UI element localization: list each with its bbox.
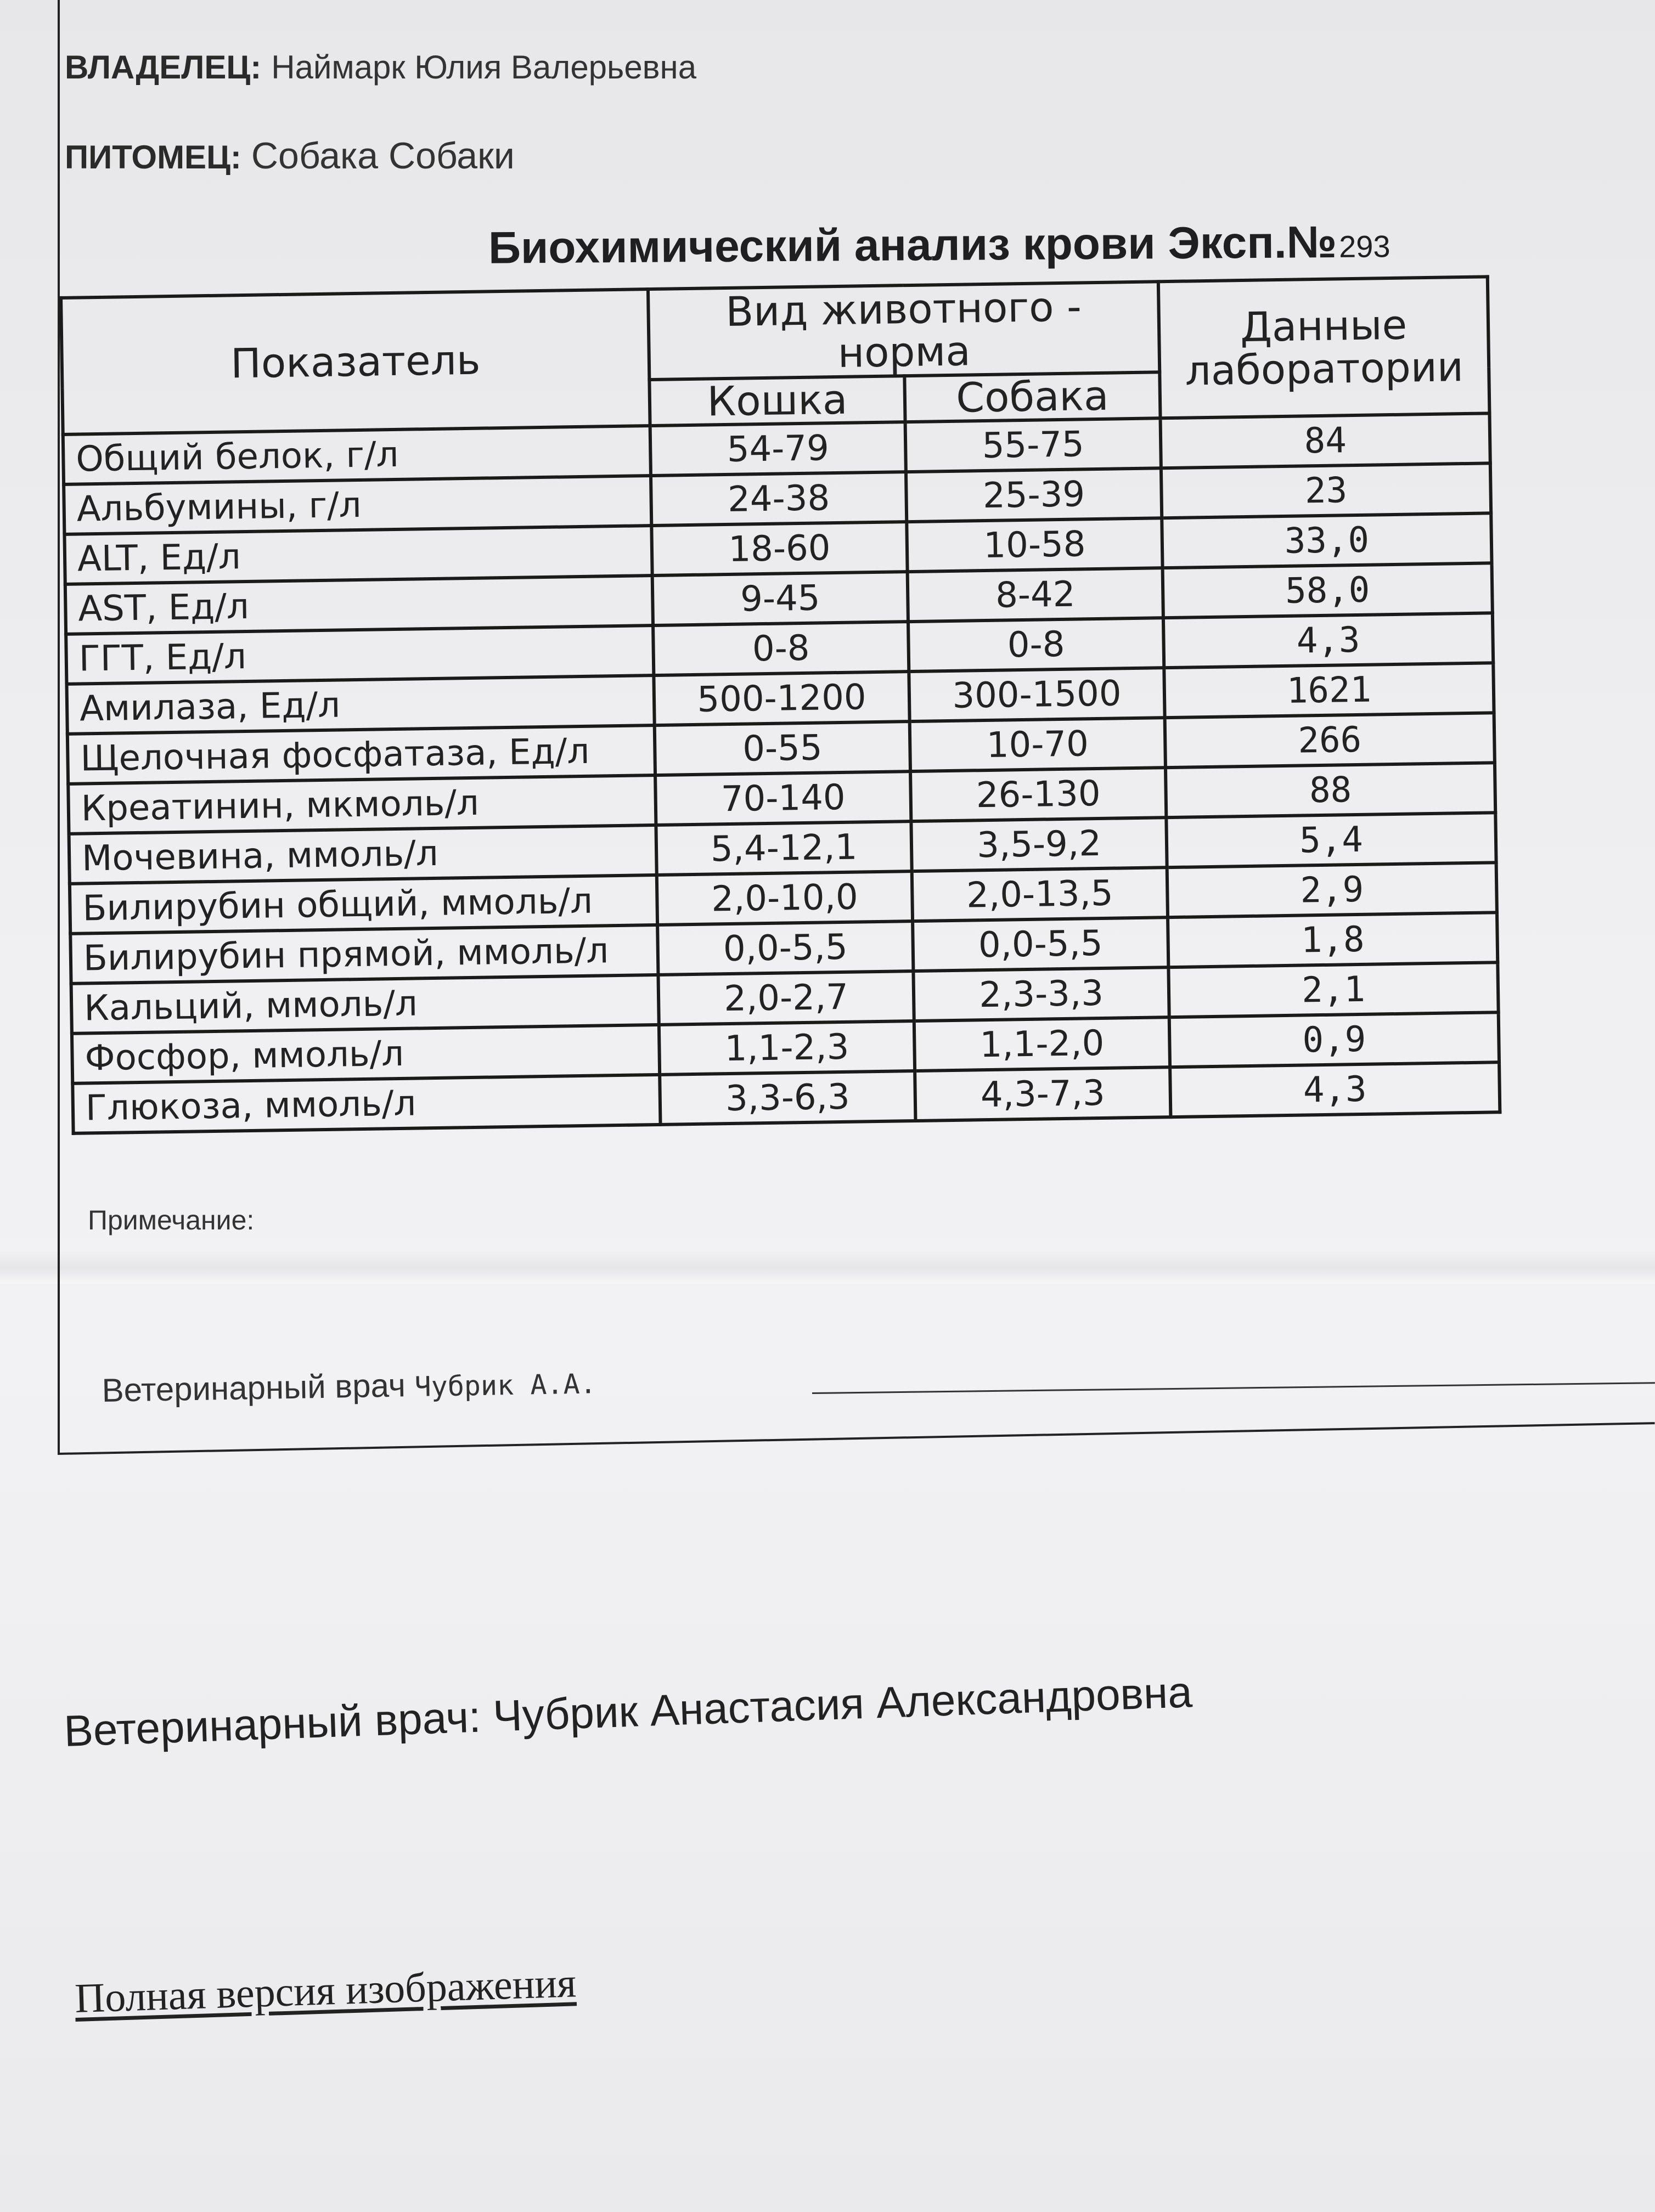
header-cat: Кошка <box>649 376 905 426</box>
pet-label: ПИТОМЕЦ: <box>65 139 241 176</box>
full-version-link[interactable]: Полная версия изображения <box>74 1960 577 2022</box>
row-cat-norm: 3,3-6,3 <box>660 1071 915 1125</box>
row-cat-norm: 2,0-2,7 <box>658 971 914 1025</box>
vet-full-name: Ветеринарный врач: Чубрик Анастасия Александровна <box>63 1667 1193 1756</box>
form-frame-left <box>58 0 60 1454</box>
owner-label: ВЛАДЕЛЕЦ: <box>65 49 262 86</box>
row-cat-norm: 70-140 <box>655 771 911 825</box>
row-dog-norm: 25-39 <box>906 468 1162 522</box>
row-result: 88 <box>1166 763 1495 817</box>
row-dog-norm: 10-70 <box>910 718 1166 771</box>
row-result: 58,0 <box>1163 563 1493 618</box>
row-cat-norm: 5,4-12,1 <box>656 821 911 875</box>
row-indicator: Креатинин, мкмоль/л <box>68 775 656 834</box>
row-indicator: Амилаза, Ед/л <box>66 675 654 734</box>
results-table <box>59 275 1501 1135</box>
pet-value: Собака Собаки <box>251 135 515 177</box>
vet-short-name: Чубрик А.А. <box>414 1368 597 1403</box>
paper-fold <box>0 1251 1655 1284</box>
row-indicator: Фосфор, ммоль/л <box>72 1025 660 1084</box>
title-number: 293 <box>1338 229 1391 264</box>
title-text: Биохимический анализ крови Эксп.№ <box>488 217 1337 273</box>
row-dog-norm: 1,1-2,0 <box>914 1017 1170 1071</box>
row-dog-norm: 2,3-3,3 <box>913 967 1169 1021</box>
row-dog-norm: 4,3-7,3 <box>915 1067 1170 1121</box>
note-label: Примечание: <box>88 1205 255 1235</box>
results-table-wrap <box>59 275 1498 1135</box>
document-title <box>488 216 1391 274</box>
row-dog-norm: 26-130 <box>910 768 1166 821</box>
row-result: 0,9 <box>1169 1012 1499 1067</box>
row-result: 266 <box>1165 713 1495 768</box>
row-indicator: Билирубин прямой, ммоль/л <box>70 925 658 984</box>
row-indicator: Мочевина, ммоль/л <box>69 825 657 884</box>
row-indicator: ALT, Ед/л <box>64 526 652 584</box>
row-cat-norm: 1,1-2,3 <box>659 1021 915 1075</box>
row-dog-norm: 300-1500 <box>909 668 1164 721</box>
row-indicator: Билирубин общий, ммоль/л <box>70 875 657 934</box>
row-indicator: Глюкоза, ммоль/л <box>72 1075 660 1133</box>
row-dog-norm: 3,5-9,2 <box>911 817 1167 871</box>
row-result: 84 <box>1161 413 1490 468</box>
row-result: 23 <box>1161 463 1491 518</box>
row-cat-norm: 2,0-10,0 <box>657 871 913 925</box>
row-cat-norm: 9-45 <box>652 572 908 625</box>
row-cat-norm: 0,0-5,5 <box>657 921 913 975</box>
row-result: 33,0 <box>1162 513 1491 568</box>
header-indicator: Показатель <box>61 289 650 435</box>
row-result: 2,9 <box>1167 862 1497 917</box>
row-indicator: Кальций, ммоль/л <box>71 975 659 1034</box>
row-cat-norm: 54-79 <box>650 422 906 476</box>
row-dog-norm: 55-75 <box>905 418 1161 472</box>
row-result: 4,3 <box>1170 1062 1500 1117</box>
row-dog-norm: 2,0-13,5 <box>912 867 1168 921</box>
row-cat-norm: 18-60 <box>651 522 907 575</box>
row-dog-norm: 10-58 <box>907 518 1162 572</box>
row-dog-norm: 8-42 <box>908 568 1163 622</box>
header-species-norm: Вид животного - норма <box>648 281 1159 380</box>
signature-line <box>812 1382 1655 1394</box>
vet-signature-line <box>102 1363 596 1409</box>
row-dog-norm: 0,0-5,5 <box>913 917 1168 971</box>
row-cat-norm: 500-1200 <box>654 672 909 725</box>
row-indicator: Общий белок, г/л <box>63 426 651 484</box>
vet-label: Ветеринарный врач <box>102 1367 406 1409</box>
row-result: 1621 <box>1164 663 1494 718</box>
header-lab-data: Данные лаборатории <box>1158 276 1490 418</box>
row-indicator: Альбумины, г/л <box>64 476 651 534</box>
row-indicator: Щелочная фосфатаза, Ед/л <box>67 725 655 784</box>
form-frame-bottom <box>58 1422 1655 1455</box>
owner-value: Наймарк Юлия Валерьевна <box>271 49 697 86</box>
pet-line <box>65 134 515 177</box>
row-indicator: ГГТ, Ед/л <box>66 625 654 684</box>
row-cat-norm: 24-38 <box>651 472 907 526</box>
row-result: 1,8 <box>1168 912 1498 967</box>
row-result: 5,4 <box>1166 812 1496 867</box>
row-result: 2,1 <box>1168 962 1498 1017</box>
header-dog: Собака <box>904 372 1160 422</box>
row-result: 4,3 <box>1163 613 1493 668</box>
row-cat-norm: 0-55 <box>655 721 910 775</box>
row-indicator: AST, Ед/л <box>65 575 653 634</box>
owner-line <box>65 48 696 86</box>
row-cat-norm: 0-8 <box>653 622 909 675</box>
row-dog-norm: 0-8 <box>908 618 1164 672</box>
